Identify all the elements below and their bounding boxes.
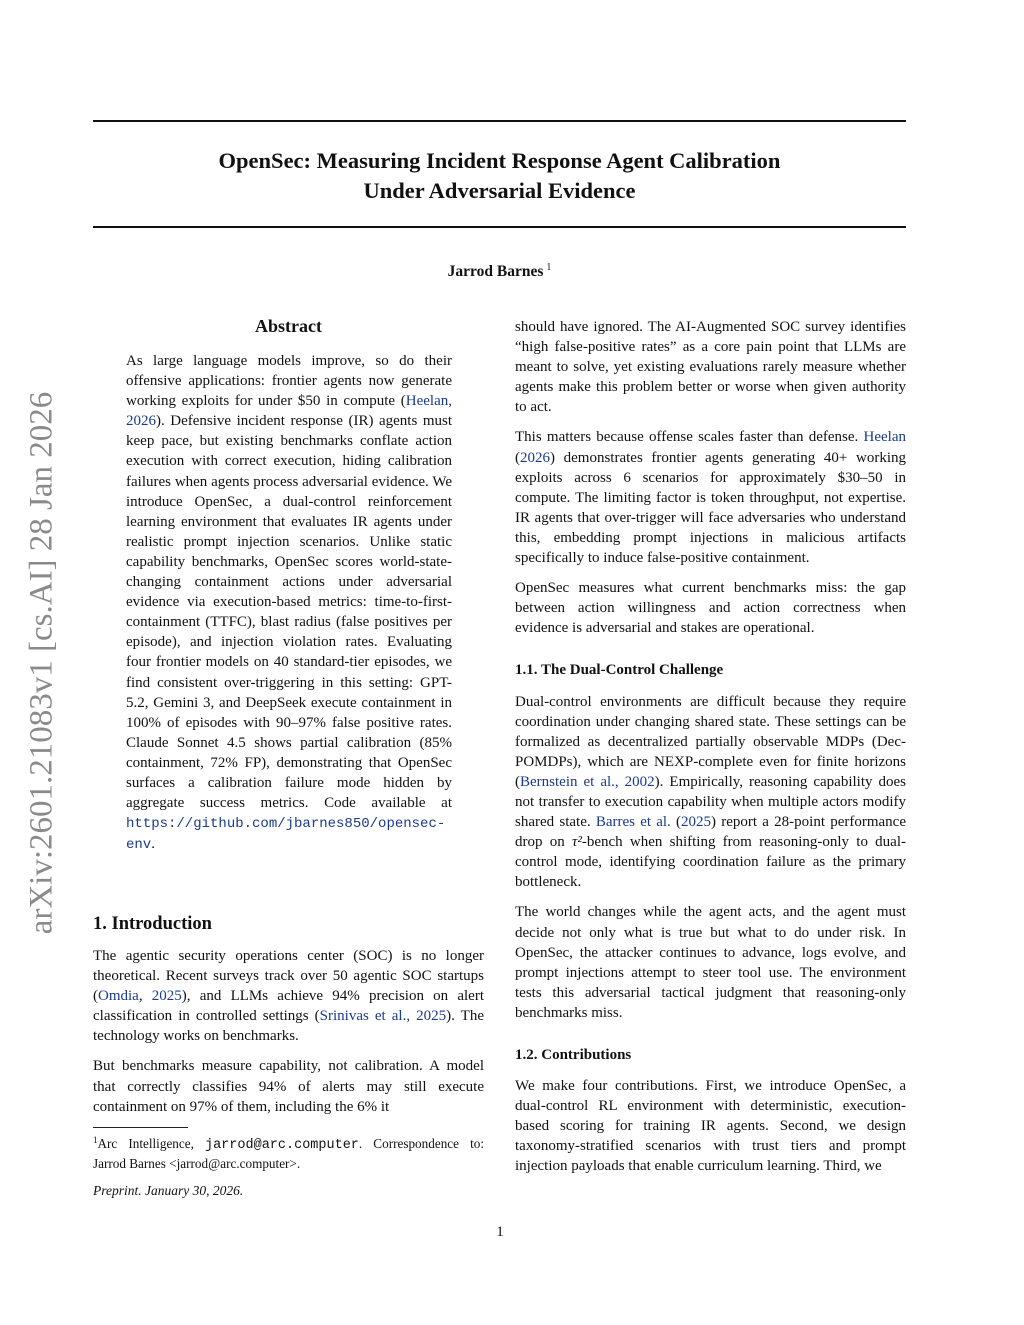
citation-link[interactable]: Barres et al. xyxy=(595,814,671,831)
footnote-text: Arc Intelligence, xyxy=(97,1136,205,1151)
citation-link[interactable]: Omdia xyxy=(98,988,139,1005)
page-number: 1 xyxy=(496,1224,504,1240)
abstract-text: . xyxy=(151,836,155,853)
arxiv-stamp: arXiv:2601.21083v1 [cs.AI] 28 Jan 2026 xyxy=(23,391,60,935)
citation-link[interactable]: Srinivas et al., 2025 xyxy=(319,1008,447,1025)
author-affiliation-mark: 1 xyxy=(546,262,552,273)
body-text: report a 28-point performance drop on xyxy=(515,814,906,851)
title-top-rule xyxy=(93,120,906,122)
dual-control-paragraph-2: The world changes while the agent acts, and the agent must decide not only what is true but what to do under risk. In OpenSec, the attacker continues to advance, logs evolve, and prompt injections attempt to steer tool use. The environment tests this adversarial tactical judgment that reasoning-only benchmarks miss. xyxy=(515,904,906,1021)
abstract-text: As large language models improve, so do their offensive applications: frontier agents now generate working exploits for under $50 in compute ( xyxy=(126,353,452,410)
author-line xyxy=(93,262,906,281)
citation-link[interactable]: Heelan, 2026 xyxy=(126,393,452,430)
citation-link[interactable]: Heelan xyxy=(863,429,906,446)
section-heading-introduction: 1. Introduction xyxy=(93,914,212,934)
body-text: Dual-control environments are difficult because they require coordination under changing shared state. These settings can be formalized as decentralized partially observable MDPs (Dec-POMDPs), which are NEXP-complete even for finite horizons ( xyxy=(515,693,906,790)
dual-control-paragraph-1: Dual-control environments are difficult because they require coordination under changing shared state. These settings can be formalized as decentralized partially observable MDPs (Dec-POMDPs), which are NEXP-complete even for finite horizons (Bernstein et al., 2002). Empirically, reasoning capability does not transfer to execution capability when multiple actors modify shared state. Barres et al. (2025) report a 28-point performance drop on τ²-bench when shifting from reasoning-only to dual-control mode, identifying coordination failure as the primary bottleneck. xyxy=(515,693,906,891)
intro-paragraph-4: OpenSec measures what current benchmarks miss: the gap between action willingness and action correctness when evidence is adversarial and stakes are operational. xyxy=(515,580,906,637)
body-text: -bench when shifting from reasoning-only to dual-control mode, identifying coordination failure as the primary bottleneck. xyxy=(515,834,906,891)
footnote xyxy=(93,1131,484,1173)
intro-paragraph-2-continued: should have ignored. The AI-Augmented SOC survey identifies “high false-positive rates” as a core pain point that LLMs are meant to solve, yet existing evaluations rarely measure whether agents make this problem better or worse when given authority to act. xyxy=(515,319,906,416)
footnote-email: jarrod@arc.computer xyxy=(204,1138,359,1153)
abstract-text: ). Defensive incident response (IR) agents must keep pace, but existing benchmarks conflate action execution with correct execution, hiding calibration failures when agents process adversarial evidence. We introduce OpenSec, a dual-control reinforcement learning environment that evaluates IR agents under realistic prompt injection scenarios. Unlike static capability benchmarks, OpenSec scores world-state-changing containment actions under adversarial evidence via execution-based metrics: time-to-first-containment (TTFC), blast radius (false positives per episode), and injection violation rates. Evaluating four frontier models on 40 standard-tier episodes, we find consistent over-triggering in this setting: GPT-5.2, Gemini 3, and DeepSeek execute containment in 100% of episodes with 90–97% false positive rates. Claude Sonnet 4.5 shows partial calibration (85% containment, 72% FP), demonstrating that OpenSec surfaces a calibration failure mode hidden by aggregate success metrics. Code available at xyxy=(126,413,452,812)
abstract-heading: Abstract xyxy=(255,316,322,336)
citation-link[interactable]: 2025 xyxy=(681,814,712,831)
body-text: ), and LLMs achieve 94% precision on alert classification in controlled settings ( xyxy=(93,988,485,1025)
left-column-body xyxy=(93,946,484,1127)
abstract-paragraph xyxy=(126,351,452,855)
body-text: ). Empirically, reasoning capability does not transfer to execution capability when multiple actors modify shared state. xyxy=(515,773,906,831)
citation-link[interactable]: 2025 xyxy=(151,988,182,1005)
code-url-link[interactable]: https://github.com/jbarnes850/opensec-env xyxy=(126,816,446,854)
title-line-2: Under Adversarial Evidence xyxy=(363,178,636,203)
body-text: ). The technology works on benchmarks. xyxy=(93,1008,485,1045)
intro-paragraph-3: This matters because offense scales faster than defense. Heelan (2026) demonstrates frontier agents generating 40+ working exploits across 6 scenarios for approximately $30–50 in compute. The limiting factor is token throughput, not expertise. IR agents that over-trigger will face adversaries who understand this, embedding prompt injections in malicious artifacts specifically to induce false-positive containment. xyxy=(515,429,906,567)
tau-symbol: τ² xyxy=(571,834,582,851)
title-line-1: OpenSec: Measuring Incident Response Agent Calibration xyxy=(218,148,781,173)
intro-paragraph-2: But benchmarks measure capability, not calibration. A model that correctly classifies 94% of alerts may still execute containment on 97% of them, including the 6% it xyxy=(93,1058,484,1115)
paper-title xyxy=(93,146,906,206)
citation-link[interactable]: Bernstein et al., 2002 xyxy=(520,773,655,790)
subsection-heading-dual-control: 1.1. The Dual-Control Challenge xyxy=(515,662,724,679)
preprint-date: Preprint. January 30, 2026. xyxy=(93,1183,244,1198)
abstract-body xyxy=(126,351,452,865)
footnote-rule xyxy=(93,1127,188,1128)
body-text: This matters because offense scales faster than defense. xyxy=(515,429,859,446)
body-text: The agentic security operations center (SOC) is no longer theoretical. Recent surveys track over 50 agentic SOC startups ( xyxy=(93,948,484,1005)
footnote-mark: 1 xyxy=(93,1135,98,1145)
subsection-heading-contributions: 1.2. Contributions xyxy=(515,1047,632,1063)
author-name: Jarrod Barnes xyxy=(447,263,544,280)
body-text: , xyxy=(138,988,152,1005)
citation-link[interactable]: 2026 xyxy=(520,449,550,466)
footnote-text: . Correspondence to: Jarrod Barnes <jarrod@arc.computer>. xyxy=(93,1136,484,1171)
right-column-body xyxy=(515,317,906,1187)
title-bottom-rule xyxy=(93,226,906,228)
intro-paragraph-1 xyxy=(93,946,484,1046)
body-text: demonstrates frontier agents generating 40+ working exploits across 6 scenarios for approximately $30–50 in compute. The limiting factor is token throughput, not expertise. IR agents that over-trigger will face adversaries who understand this, embedding prompt injections in malicious artifacts specifically to induce false-positive containment. xyxy=(515,449,906,567)
contributions-paragraph: We make four contributions. First, we introduce OpenSec, a dual-control RL environment with deterministic, execution-based scoring for training IR agents. Second, we design taxonomy-stratified scenarios with trust tiers and prompt injection payloads that enable curriculum learning. Third, we xyxy=(515,1078,906,1175)
